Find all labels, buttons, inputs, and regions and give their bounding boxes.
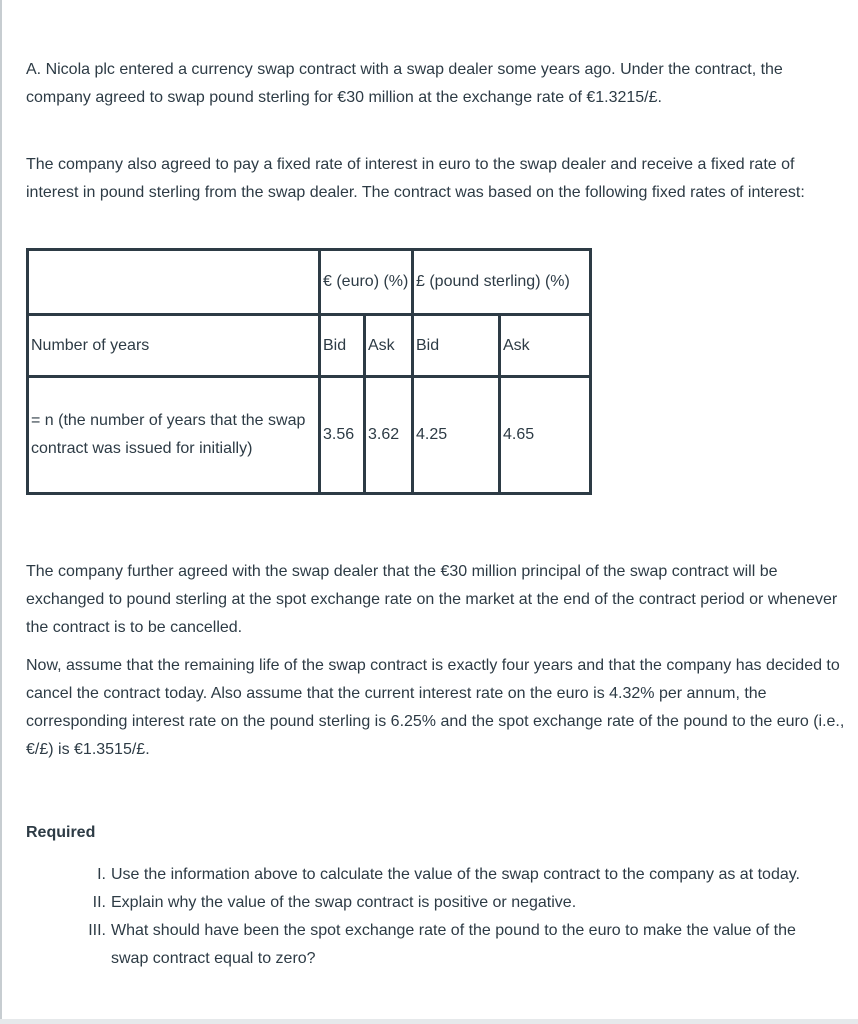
table-header-row [28, 250, 591, 315]
list-numeral: III. [88, 922, 106, 939]
table-row [28, 377, 591, 494]
list-item-text: Explain why the value of the swap contract is positive or negative. [111, 894, 577, 911]
list-item [80, 889, 830, 917]
list-item-text: What should have been the spot exchange rate of the pound to the euro to make the value of the swap contract equal to zero? [111, 922, 796, 967]
interest-rates-table [26, 248, 592, 495]
pound-header-cell: £ (pound sterling) (%) [413, 250, 591, 315]
page-left-border [0, 0, 2, 1024]
pound-bid-value: 4.25 [413, 377, 500, 494]
list-item [80, 861, 830, 889]
list-item [80, 917, 830, 973]
euro-header-cell: € (euro) (%) [320, 250, 413, 315]
years-label-cell: Number of years [28, 315, 320, 377]
required-list [80, 861, 830, 973]
pound-bid-header: Bid [413, 315, 500, 377]
page-bottom-border [0, 1019, 858, 1024]
euro-bid-header: Bid [320, 315, 365, 377]
list-item-text: Use the information above to calculate the value of the swap contract to the company as at today. [111, 866, 800, 883]
list-numeral: I. [97, 866, 106, 883]
pound-ask-header: Ask [500, 315, 591, 377]
euro-ask-value: 3.62 [365, 377, 413, 494]
fixed-rates-paragraph: The company also agreed to pay a fixed rate of interest in euro to the swap dealer and receive a fixed rate of interest in pound sterling from the swap dealer. The contract was based on the following fixed rates of interest: [26, 156, 805, 201]
assumptions-paragraph: Now, assume that the remaining life of the swap contract is exactly four years and that the company has decided to cancel the contract today. Also assume that the current interest rate on the euro is 4.32% per annum, the corresponding interest rate on the pound sterling is 6.25% and the spot exchange rate of the pound to the euro (i.e., €/£) is €1.3515/£. [26, 657, 845, 758]
list-numeral: II. [92, 894, 106, 911]
required-heading: Required [26, 824, 96, 841]
pound-ask-value: 4.65 [500, 377, 591, 494]
euro-ask-header: Ask [365, 315, 413, 377]
n-label-cell: = n (the number of years that the swap contract was issued for initially) [28, 377, 320, 494]
intro-paragraph: A. Nicola plc entered a currency swap contract with a swap dealer some years ago. Under the contract, the company agreed to swap pound sterling for €30 million at the exchange rate of €1.3215/£. [26, 61, 783, 106]
empty-header-cell [28, 250, 320, 315]
euro-bid-value: 3.56 [320, 377, 365, 494]
table-row [28, 315, 591, 377]
principal-paragraph: The company further agreed with the swap dealer that the €30 million principal of the swap contract will be exchanged to pound sterling at the spot exchange rate on the market at the end of the contract period or whenever the contract is to be cancelled. [26, 563, 838, 636]
